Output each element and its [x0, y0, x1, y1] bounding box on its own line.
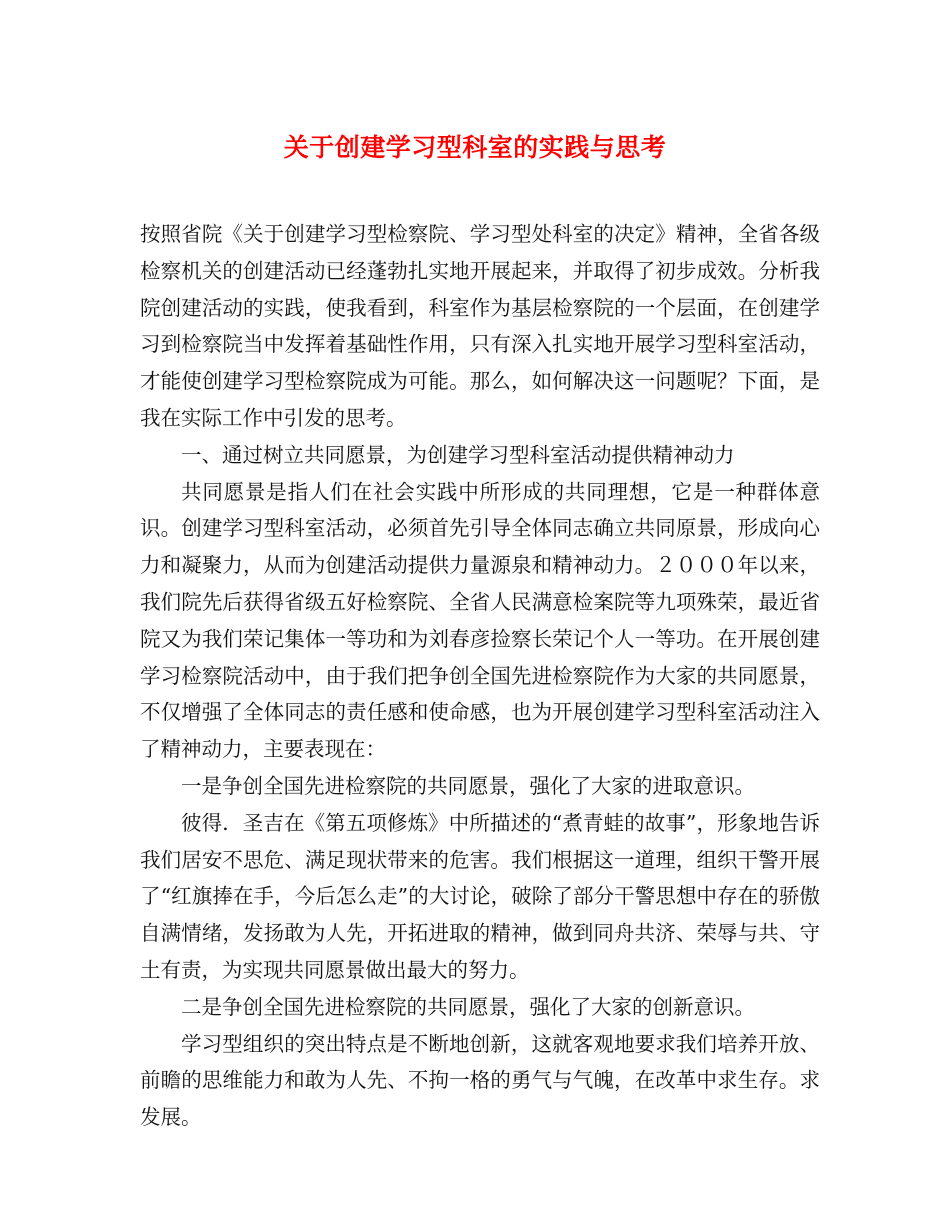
paragraph-boiled-frog: 彼得．圣吉在《第五项修炼》中所描述的“煮青蛙的故事”，形象地告诉我们居安不思危、满足现状带来的危害。我们根据这一道理，组织干警开展了“红旗捧在手，今后怎么走”的大讨论，破除了部分干警思想中存在的骄傲自满情绪，发扬敢为人先，开拓进取的精神，做到同舟共济、荣辱与共、守土有责，为实现共同愿景做出最大的努力。 — [140, 810, 820, 982]
section-heading-1: 一、通过树立共同愿景，为创建学习型科室活动提供精神动力 — [181, 442, 735, 467]
paragraph-intro: 按照省院《关于创建学习型检察院、学习型处科室的决定》精神，全省各级检察机关的创建活动已经蓬勃扎实地开展起来，并取得了初步成效。分析我院创建活动的实践，使我看到，科室作为基层检察院的一个层面，在创建学习到检察院当中发挥着基础性作用，只有深入扎实地开展学习型科室活动，才能使创建学习型检察院成为可能。那么，如何解决这一问题呢？下面，是我在实际工作中引发的思考。 — [140, 222, 820, 430]
paragraph-shared-vision: 共同愿景是指人们在社会实践中所形成的共同理想，它是一种群体意识。创建学习型科室活动，必须首先引导全体同志确立共同原景，形成向心力和凝聚力，从而为创建活动提供力量源泉和精神动力。２０００年以来，我们院先后获得省级五好检察院、全省人民满意检案院等九项殊荣，最近省院又为我们荣记集体一等功和为刘春彦捡察长荣记个人一等功。在开展创建学习检察院活动中，由于我们把争创全国先进检察院作为大家的共同愿景，不仅增强了全体同志的责任感和使命感，也为开展创建学习型科室活动注入了精神动力，主要表现在： — [140, 479, 820, 762]
document-body — [140, 216, 820, 1136]
point-heading-2: 二是争创全国先进检察院的共同愿景，强化了大家的创新意识。 — [181, 994, 755, 1019]
point-heading-1: 一是争创全国先进检察院的共同愿景，强化了大家的进取意识。 — [181, 773, 755, 798]
paragraph-innovation: 学习型组织的突出特点是不断地创新，这就客观地要求我们培养开放、前瞻的思维能力和敢为人先、不拘一格的勇气与气魄，在改革中求生存。求发展。 — [140, 1031, 820, 1130]
document-title: 关于创建学习型科室的实践与思考 — [283, 133, 667, 162]
